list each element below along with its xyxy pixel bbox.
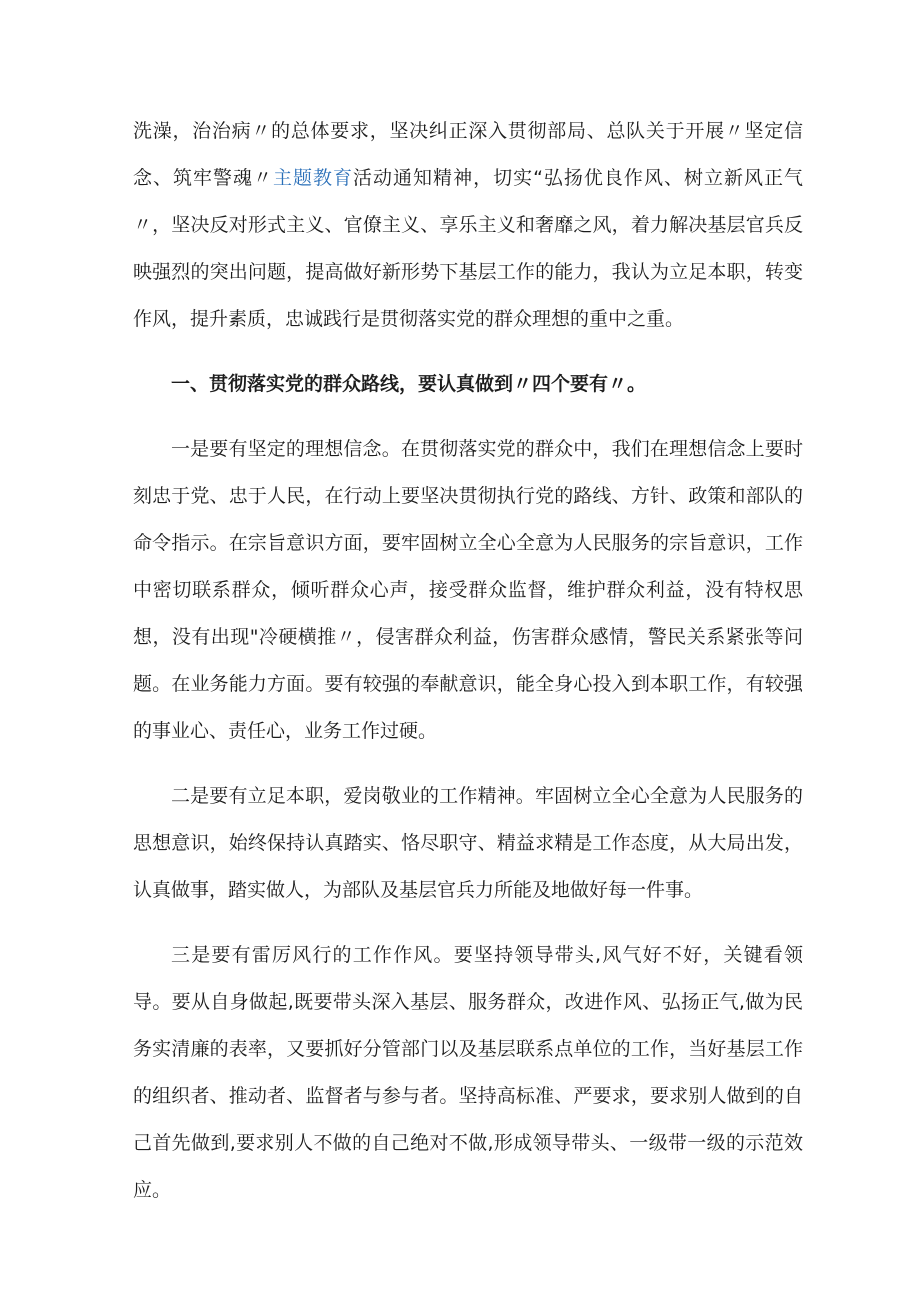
point-two-paragraph: 二是要有立足本职，爱岗敬业的工作精神。牢固树立全心全意为人民服务的思想意识，始终保持认真踏实、恪尽职守、精益求精是工作态度，从大局出发，认真做事，踏实做人，为部队及基层官兵力所能及地做好每一件事。 xyxy=(133,785,803,901)
intro-text-a: 洗澡，治治病〃的总体要求，坚决纠正深入贯彻部局、总队关于开展〃坚定信念、筑牢警魂〃 xyxy=(133,120,803,189)
point-one-paragraph: 一是要有坚定的理想信念。在贯彻落实党的群众中，我们在理想信念上要时刻忠于党、忠于人民，在行动上要坚决贯彻执行党的路线、方针、政策和部队的命令指示。在宗旨意识方面，要牢固树立全心全意为人民服务的宗旨意识，工作中密切联系群众，倾听群众心声，接受群众监督，维护群众利益，没有特权思想，没有出现"冷硬横推〃，侵害群众利益，伤害群众感情，警民关系紧张等问题。在业务能力方面。要有较强的奉献意识，能全身心投入到本职工作，有较强的事业心、责任心，业务工作过硬。 xyxy=(133,438,803,742)
section-heading: 一、贯彻落实党的群众路线，要认真做到〃四个要有〃。 xyxy=(171,373,647,395)
point-three-paragraph: 三是要有雷厉风行的工作作风。要坚持领导带头,风气好不好，关键看领导。要从自身做起,既要带头深入基层、服务群众，改进作风、弘扬正气,做为民务实清廉的表率，又要抓好分管部门以及基层联系点单位的工作，当好基层工作的组织者、推动者、监督者与参与者。坚持高标准、严要求，要求别人做到的自己首先做到,要求别人不做的自己绝对不做,形成领导带头、一级带一级的示范效应。 xyxy=(133,944,803,1201)
document-page xyxy=(133,108,803,1214)
intro-paragraph xyxy=(133,108,803,343)
intro-text-b: 活动通知精神，切实“弘扬优良作风、树立新风正气〃，坚决反对形式主义、官僚主义、享乐主义和奢靡之风，着力解决基层官兵反映强烈的突出问题，提高做好新形势下基层工作的能力，我认为立足本职，转变作风，提升素质，忠诚践行是贯彻落实党的群众理想的重中之重。 xyxy=(133,167,803,330)
theme-education-link[interactable]: 主题教育 xyxy=(273,167,354,189)
